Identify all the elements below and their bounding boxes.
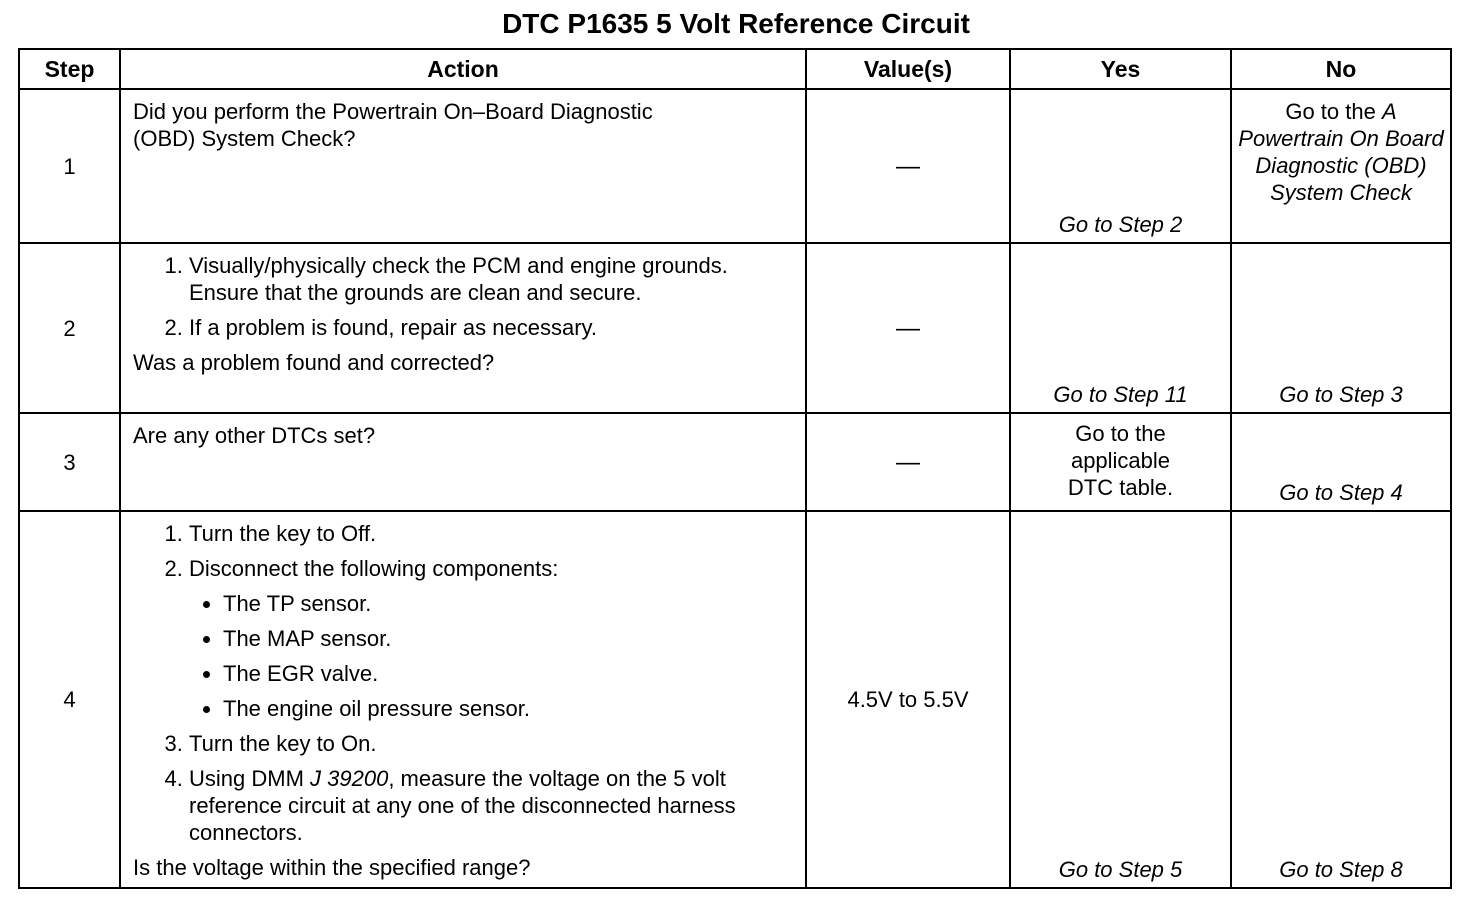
value-text: —: [896, 152, 920, 180]
action-cell: [120, 243, 806, 413]
no-cell: [1231, 243, 1451, 413]
no-cell: [1231, 413, 1451, 511]
table-row: [19, 243, 1451, 413]
yes-text: Go to Step 11: [1053, 382, 1188, 407]
value-cell: [806, 413, 1010, 511]
header-yes: Yes: [1010, 49, 1231, 89]
action-cell: [120, 511, 806, 888]
value-cell: [806, 511, 1010, 888]
action-list: [133, 520, 795, 846]
action-item: 3. Turn the key to On.: [189, 730, 795, 757]
yes-cell: [1010, 413, 1231, 511]
component-list: [189, 590, 795, 722]
no-text: Go to Step 3: [1279, 382, 1403, 407]
no-text: Go to Step 8: [1279, 857, 1403, 882]
no-cell: [1231, 89, 1451, 243]
diagnostic-table: [18, 48, 1452, 889]
action-question: Is the voltage within the specified range?: [133, 855, 531, 880]
table-row: [19, 511, 1451, 888]
component-item: • The engine oil pressure sensor.: [223, 695, 795, 722]
action-cell: [120, 413, 806, 511]
header-action: Action: [120, 49, 806, 89]
header-step: Step: [19, 49, 120, 89]
action-item-text: Disconnect the following components:: [189, 556, 559, 581]
step-number: 2: [19, 243, 120, 413]
action-question: Are any other DTCs set?: [133, 423, 376, 448]
action-cell: [120, 89, 806, 243]
action-question: Was a problem found and corrected?: [133, 350, 495, 375]
step-number: 4: [19, 511, 120, 888]
step-number: 3: [19, 413, 120, 511]
value-cell: [806, 89, 1010, 243]
value-text: —: [896, 314, 920, 342]
action-item: [189, 765, 795, 846]
no-text-reference: A Powertrain On Board Diagnostic (OBD) System Check: [1238, 99, 1444, 205]
action-item-text: , measure the voltage on the 5 volt reference circuit at any one of the disconnected harness connectors.: [189, 766, 736, 845]
yes-cell: [1010, 243, 1231, 413]
action-item: 1. Turn the key to Off.: [189, 520, 795, 547]
page-title: DTC P1635 5 Volt Reference Circuit: [502, 8, 970, 39]
action-list: [133, 252, 795, 341]
no-text: Go to Step 4: [1279, 480, 1403, 505]
no-text-prefix: Go to the: [1285, 99, 1382, 124]
value-cell: [806, 243, 1010, 413]
header-no: No: [1231, 49, 1451, 89]
yes-text: Go to Step 2: [1058, 212, 1183, 237]
no-cell: [1231, 511, 1451, 888]
action-item: 1. Visually/physically check the PCM and engine grounds. Ensure that the grounds are clean and secure.: [189, 252, 795, 306]
header-row: [19, 49, 1451, 89]
yes-cell: [1010, 511, 1231, 888]
action-item: 2. If a problem is found, repair as necessary.: [189, 314, 795, 341]
component-item: • The EGR valve.: [223, 660, 795, 687]
header-values: Value(s): [806, 49, 1010, 89]
value-text: —: [896, 448, 920, 476]
action-question: Did you perform the Powertrain On–Board Diagnostic (OBD) System Check?: [133, 99, 653, 151]
value-text: 4.5V to 5.5V: [847, 687, 969, 712]
step-number: 1: [19, 89, 120, 243]
tool-reference: J 39200: [310, 766, 389, 791]
action-item: [189, 555, 795, 722]
action-item-text: Using DMM: [189, 766, 311, 791]
yes-cell: [1010, 89, 1231, 243]
yes-text: Go to the applicable DTC table.: [1067, 421, 1174, 500]
table-row: [19, 413, 1451, 511]
component-item: • The TP sensor.: [223, 590, 795, 617]
yes-text: Go to Step 5: [1058, 857, 1183, 882]
component-item: • The MAP sensor.: [223, 625, 795, 652]
table-row: [19, 89, 1451, 243]
